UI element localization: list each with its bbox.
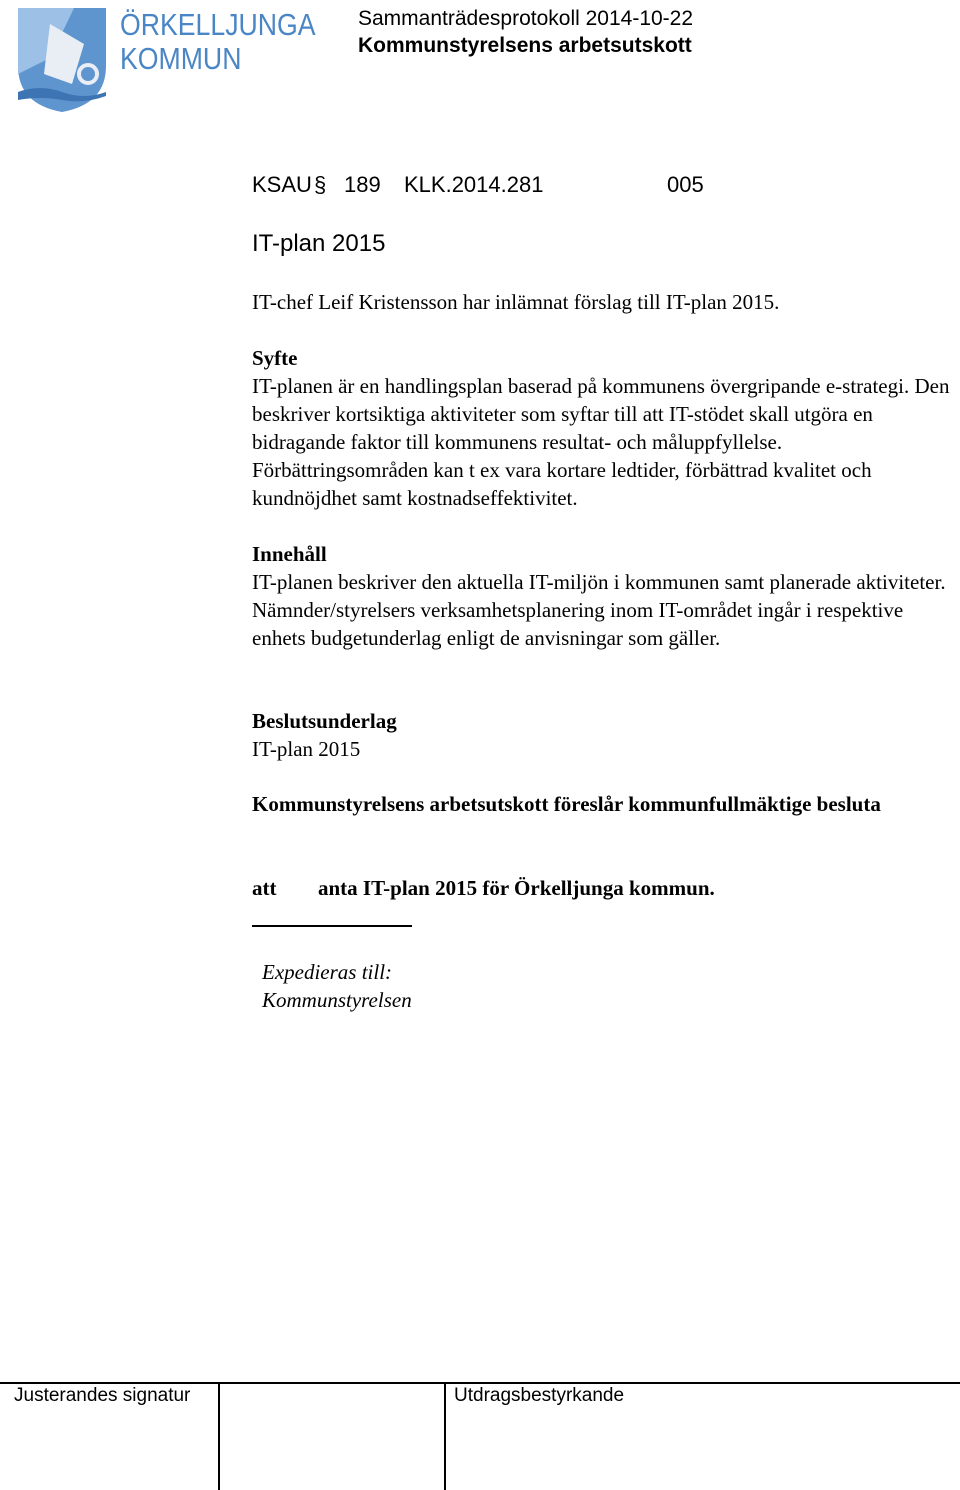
logo-line-1: ÖRKELLJUNGA [120, 7, 316, 42]
coat-of-arms-icon [14, 4, 110, 114]
committee-name: Kommunstyrelsens arbetsutskott [358, 34, 692, 57]
intro-paragraph: IT-chef Leif Kristensson har inlämnat förslag till IT-plan 2015. [252, 290, 780, 314]
certification-label: Utdragsbestyrkande [454, 1385, 625, 1406]
section-heading: Innehåll [252, 542, 327, 566]
section-heading: Syfte [252, 346, 298, 370]
decision-text: anta IT-plan 2015 för Örkelljunga kommun. [318, 876, 715, 900]
section-text: IT-planen är en handlingsplan baserad på kommunens övergripande e-strategi. Den beskriver kortsiktiga aktiviteter som syftar till att IT-stödet skall utgöra en bidragande faktor till kommunens resultat- och måluppfyllelse. Förbättringsområden kan t ex vara kortare ledtider, förbättrad kvalitet och kundnöjdhet samt kostnadseffektivitet. [252, 374, 950, 510]
case-number: 189 [344, 172, 381, 197]
signature-label: Justerandes signatur [14, 1385, 191, 1406]
footer-column-divider [218, 1382, 220, 1490]
logo-wordmark [120, 8, 316, 76]
section-heading: Beslutsunderlag [252, 709, 397, 733]
section-syfte [252, 344, 952, 512]
municipality-logo [14, 4, 110, 114]
section-text: IT-plan 2015 [252, 737, 361, 761]
case-code: 005 [667, 172, 704, 197]
decision-line [252, 874, 952, 902]
divider [252, 925, 412, 927]
case-title: IT-plan 2015 [252, 230, 386, 257]
section-beslutsunderlag [252, 707, 952, 763]
decision-att: att [252, 876, 277, 900]
case-dnr: KLK.2014.281 [404, 172, 544, 197]
section-sign: § [314, 172, 327, 197]
distribution-recipient: Kommunstyrelsen [262, 988, 412, 1012]
footer-column-divider [444, 1382, 446, 1490]
distribution-label: Expedieras till: [262, 960, 393, 984]
proposal-heading: Kommunstyrelsens arbetsutskott föreslår kommunfullmäktige besluta [252, 792, 881, 816]
case-prefix: KSAU [252, 172, 312, 197]
logo-line-2: KOMMUN [120, 41, 242, 76]
document-title: Sammanträdesprotokoll 2014-10-22 [358, 7, 694, 30]
section-innehall [252, 540, 952, 652]
distribution-block [262, 958, 960, 1014]
section-text: IT-planen beskriver den aktuella IT-miljön i kommunen samt planerade aktiviteter. Nämnder/styrelsers verksamhetsplanering inom IT-området ingår i respektive enhets budgetunderlag enligt de anvisningar som gäller. [252, 570, 946, 650]
